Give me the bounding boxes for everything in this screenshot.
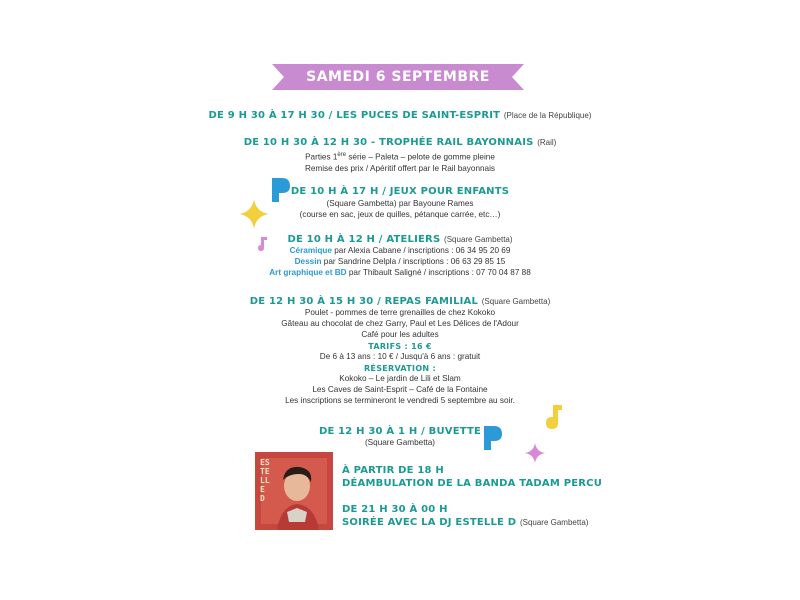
tarifs-line: De 6 à 13 ans : 10 € / Jusqu'à 6 ans : gratuit (319, 352, 481, 361)
atelier-item: Céramique par Alexia Cabane / inscriptions : 06 34 95 20 69 (289, 246, 511, 255)
event-jeux-line1: (Square Gambetta) par Bayoune Rames (326, 199, 474, 208)
event-buvette-heading: DE 12 H 30 À 1 H / BUVETTE (318, 426, 482, 437)
event-repas-note: (Square Gambetta) (481, 297, 551, 306)
event-trophee-note: (Rail) (537, 138, 557, 147)
sparkle-icon (238, 198, 270, 230)
reservation-label: RÉSERVATION : (363, 364, 437, 373)
event-jeux-line2: (course en sac, jeux de quilles, pétanque carrée, etc…) (299, 210, 501, 219)
music-note-icon (544, 404, 564, 430)
atelier-item: Art graphique et BD par Thibault Saligné / inscriptions : 07 70 04 87 88 (269, 268, 531, 277)
p-shape-icon (482, 424, 504, 452)
event-puces (200, 110, 600, 121)
event-soiree (342, 503, 588, 529)
event-soiree-title: SOIRÉE AVEC LA DJ ESTELLE D (342, 517, 517, 528)
event-deambulation-title: DÉAMBULATION DE LA BANDA TADAM PERCU (342, 478, 603, 489)
event-puces-heading: DE 9 H 30 À 17 H 30 / LES PUCES DE SAINT-ESPRIT (208, 110, 501, 121)
atelier-item: Dessin par Sandrine Delpla / inscriptions : 06 63 29 85 15 (294, 257, 506, 266)
event-puces-note: (Place de la République) (503, 111, 592, 120)
event-deambulation (342, 464, 602, 490)
event-trophee (200, 137, 600, 174)
date-banner (272, 64, 524, 90)
poster-title: ESTELLE D (260, 458, 270, 503)
music-note-icon (256, 236, 268, 252)
reservation-line1: Kokoko – Le jardin de Lili et Slam (339, 374, 461, 383)
sparkle-icon (524, 442, 546, 464)
event-deambulation-time: À PARTIR DE 18 H (342, 465, 444, 476)
event-repas-line3: Café pour les adultes (361, 330, 439, 339)
estelle-d-poster (255, 452, 333, 530)
event-jeux-heading: DE 10 H À 17 H / JEUX POUR ENFANTS (290, 186, 510, 197)
event-buvette-note: (Square Gambetta) (364, 438, 436, 447)
event-ateliers-heading: DE 10 H À 12 H / ATELIERS (287, 234, 441, 245)
event-trophee-line1: Parties 1ère série – Paleta – pelote de gomme pleine (305, 152, 495, 162)
event-repas-heading: DE 12 H 30 À 15 H 30 / REPAS FAMILIAL (249, 296, 479, 307)
p-shape-icon (270, 176, 292, 204)
event-soiree-time: DE 21 H 30 À 00 H (342, 504, 448, 515)
event-soiree-note: (Square Gambetta) (519, 518, 589, 527)
reservation-line2: Les Caves de Saint-Esprit – Café de la Fontaine (312, 385, 488, 394)
reservation-line3: Les inscriptions se termineront le vendredi 5 septembre au soir. (285, 396, 515, 405)
event-repas-line1: Poulet - pommes de terre grenailles de chez Kokoko (304, 308, 496, 317)
event-ateliers-note: (Square Gambetta) (444, 235, 513, 244)
event-trophee-heading: DE 10 H 30 À 12 H 30 - TROPHÉE RAIL BAYONNAIS (243, 137, 534, 148)
banner-title: SAMEDI 6 SEPTEMBRE (306, 69, 490, 85)
event-repas (200, 296, 600, 406)
event-repas-line2: Gâteau au chocolat de chez Garry, Paul et Les Délices de l'Adour (281, 319, 519, 328)
event-trophee-line2: Remise des prix / Apéritif offert par le Rail bayonnais (304, 163, 496, 173)
tarifs-label: TARIFS : 16 € (368, 342, 432, 351)
